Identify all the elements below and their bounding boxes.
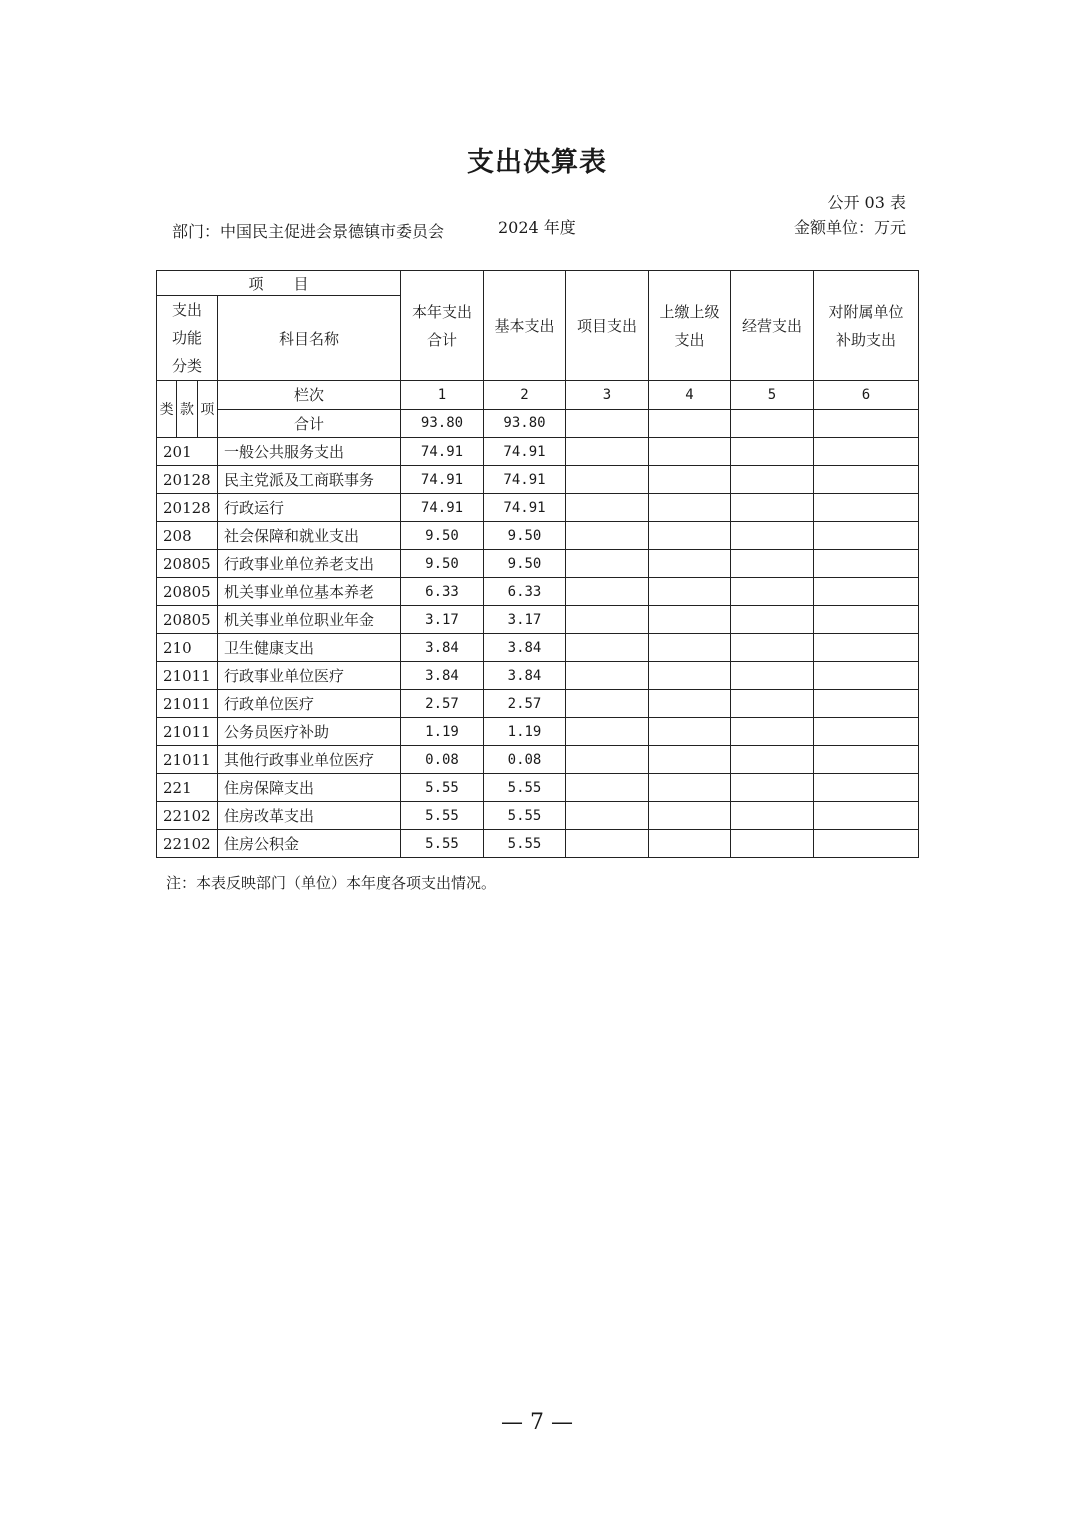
row-value-1: 5.55 (401, 802, 484, 830)
col-header-6: 对附属单位 补助支出 (814, 271, 919, 381)
row-value-2: 5.55 (484, 774, 566, 802)
row-value-1: 9.50 (401, 550, 484, 578)
row-value-4 (649, 606, 731, 634)
row-value-6 (814, 438, 919, 466)
total-row (157, 409, 919, 438)
row-value-1: 9.50 (401, 522, 484, 550)
row-value-6 (814, 718, 919, 746)
total-label: 合计 (218, 409, 401, 438)
row-code: 20128 (157, 466, 218, 494)
sub-col-lei: 类 (157, 381, 177, 437)
row-subject-name: 机关事业单位基本养老 (218, 578, 401, 606)
row-value-4 (649, 830, 731, 858)
row-value-1: 5.55 (401, 830, 484, 858)
row-value-5 (731, 522, 814, 550)
table-row (157, 718, 919, 746)
row-value-1: 3.84 (401, 662, 484, 690)
fiscal-year: 2024 年度 (498, 218, 576, 237)
row-value-1: 74.91 (401, 494, 484, 522)
row-subject-name: 卫生健康支出 (218, 634, 401, 662)
row-code: 21011 (157, 662, 218, 690)
row-value-6 (814, 466, 919, 494)
row-code: 21011 (157, 746, 218, 774)
total-value-3 (566, 409, 649, 438)
row-index-label: 栏次 (218, 381, 401, 410)
row-value-3 (566, 438, 649, 466)
row-value-3 (566, 634, 649, 662)
row-value-6 (814, 690, 919, 718)
row-code: 20805 (157, 578, 218, 606)
row-value-5 (731, 662, 814, 690)
row-subject-name: 公务员医疗补助 (218, 718, 401, 746)
table-row (157, 466, 919, 494)
col-index-6: 6 (814, 381, 919, 410)
row-value-5 (731, 606, 814, 634)
table-row (157, 522, 919, 550)
header-row-project (157, 271, 919, 296)
row-value-1: 6.33 (401, 578, 484, 606)
row-subject-name: 住房保障支出 (218, 774, 401, 802)
row-value-2: 5.55 (484, 802, 566, 830)
row-value-2: 2.57 (484, 690, 566, 718)
row-value-2: 5.55 (484, 830, 566, 858)
row-value-4 (649, 634, 731, 662)
table-row (157, 690, 919, 718)
sub-col-header (157, 381, 218, 438)
row-value-3 (566, 746, 649, 774)
row-code: 208 (157, 522, 218, 550)
sub-col-kuan: 款 (177, 381, 197, 437)
row-value-4 (649, 494, 731, 522)
row-value-5 (731, 830, 814, 858)
col-index-4: 4 (649, 381, 731, 410)
form-number: 公开 03 表 (827, 193, 906, 212)
row-code: 21011 (157, 690, 218, 718)
row-subject-name: 行政单位医疗 (218, 690, 401, 718)
col-index-2: 2 (484, 381, 566, 410)
table-row (157, 494, 919, 522)
row-value-4 (649, 578, 731, 606)
amount-unit: 金额单位：万元 (793, 218, 906, 237)
table-note: 注：本表反映部门（单位）本年度各项支出情况。 (166, 874, 497, 892)
row-value-6 (814, 802, 919, 830)
total-value-1: 93.80 (401, 409, 484, 438)
row-value-5 (731, 718, 814, 746)
table-row (157, 662, 919, 690)
row-value-5 (731, 466, 814, 494)
row-subject-name: 行政运行 (218, 494, 401, 522)
row-value-6 (814, 578, 919, 606)
row-value-2: 74.91 (484, 466, 566, 494)
header-row-index (157, 381, 919, 410)
row-value-6 (814, 774, 919, 802)
row-subject-name: 行政事业单位医疗 (218, 662, 401, 690)
col-header-2: 基本支出 (484, 271, 566, 381)
row-value-2: 6.33 (484, 578, 566, 606)
table-row (157, 774, 919, 802)
row-value-3 (566, 494, 649, 522)
row-value-5 (731, 690, 814, 718)
row-value-2: 3.84 (484, 634, 566, 662)
row-value-4 (649, 522, 731, 550)
func-class-header: 支出 功能 分类 (157, 296, 218, 381)
row-value-4 (649, 774, 731, 802)
row-code: 210 (157, 634, 218, 662)
col-header-1: 本年支出 合计 (401, 271, 484, 381)
col-header-3: 项目支出 (566, 271, 649, 381)
row-subject-name: 社会保障和就业支出 (218, 522, 401, 550)
total-value-4 (649, 409, 731, 438)
row-value-1: 0.08 (401, 746, 484, 774)
total-value-6 (814, 409, 919, 438)
table-row (157, 606, 919, 634)
total-value-5 (731, 409, 814, 438)
row-code: 22102 (157, 830, 218, 858)
table-row (157, 830, 919, 858)
col-index-3: 3 (566, 381, 649, 410)
subject-name-header: 科目名称 (218, 296, 401, 381)
row-value-3 (566, 774, 649, 802)
row-value-2: 3.17 (484, 606, 566, 634)
row-subject-name: 住房改革支出 (218, 802, 401, 830)
row-value-5 (731, 746, 814, 774)
table-row (157, 746, 919, 774)
row-code: 221 (157, 774, 218, 802)
row-subject-name: 行政事业单位养老支出 (218, 550, 401, 578)
table-row (157, 578, 919, 606)
row-value-4 (649, 802, 731, 830)
row-value-3 (566, 550, 649, 578)
row-value-2: 3.84 (484, 662, 566, 690)
page-number: — 7 — (501, 1410, 573, 1435)
row-value-1: 3.17 (401, 606, 484, 634)
row-value-4 (649, 438, 731, 466)
table-row (157, 634, 919, 662)
sub-col-xiang: 项 (200, 402, 215, 418)
row-value-6 (814, 494, 919, 522)
row-value-3 (566, 578, 649, 606)
col-index-1: 1 (401, 381, 484, 410)
table-row (157, 550, 919, 578)
row-value-6 (814, 746, 919, 774)
row-subject-name: 机关事业单位职业年金 (218, 606, 401, 634)
row-value-2: 9.50 (484, 522, 566, 550)
row-value-4 (649, 690, 731, 718)
row-value-6 (814, 634, 919, 662)
row-code: 20128 (157, 494, 218, 522)
row-value-4 (649, 662, 731, 690)
table-row (157, 802, 919, 830)
row-value-2: 74.91 (484, 494, 566, 522)
row-value-3 (566, 522, 649, 550)
col-index-5: 5 (731, 381, 814, 410)
row-value-6 (814, 606, 919, 634)
row-code: 20805 (157, 606, 218, 634)
row-subject-name: 民主党派及工商联事务 (218, 466, 401, 494)
row-value-3 (566, 830, 649, 858)
row-subject-name: 其他行政事业单位医疗 (218, 746, 401, 774)
row-value-6 (814, 522, 919, 550)
row-value-2: 1.19 (484, 718, 566, 746)
row-value-3 (566, 718, 649, 746)
row-value-1: 1.19 (401, 718, 484, 746)
col-header-5: 经营支出 (731, 271, 814, 381)
row-code: 20805 (157, 550, 218, 578)
project-header: 项 目 (157, 271, 401, 296)
row-value-5 (731, 550, 814, 578)
row-value-3 (566, 690, 649, 718)
row-value-1: 5.55 (401, 774, 484, 802)
row-subject-name: 住房公积金 (218, 830, 401, 858)
row-code: 201 (157, 438, 218, 466)
row-value-5 (731, 774, 814, 802)
row-value-4 (649, 718, 731, 746)
row-value-2: 9.50 (484, 550, 566, 578)
row-value-1: 74.91 (401, 438, 484, 466)
row-value-1: 74.91 (401, 466, 484, 494)
row-value-5 (731, 438, 814, 466)
row-value-4 (649, 550, 731, 578)
total-value-2: 93.80 (484, 409, 566, 438)
department-label: 部门：中国民主促进会景德镇市委员会 (172, 222, 445, 241)
row-code: 22102 (157, 802, 218, 830)
row-value-6 (814, 662, 919, 690)
row-value-3 (566, 802, 649, 830)
row-value-4 (649, 466, 731, 494)
row-code: 21011 (157, 718, 218, 746)
row-subject-name: 一般公共服务支出 (218, 438, 401, 466)
row-value-3 (566, 466, 649, 494)
page-title: 支出决算表 (467, 147, 607, 178)
row-value-5 (731, 494, 814, 522)
row-value-1: 2.57 (401, 690, 484, 718)
row-value-3 (566, 606, 649, 634)
row-value-5 (731, 634, 814, 662)
row-value-4 (649, 746, 731, 774)
col-header-4: 上缴上级 支出 (649, 271, 731, 381)
row-value-5 (731, 578, 814, 606)
row-value-3 (566, 662, 649, 690)
row-value-2: 0.08 (484, 746, 566, 774)
row-value-1: 3.84 (401, 634, 484, 662)
row-value-6 (814, 830, 919, 858)
table-row (157, 438, 919, 466)
row-value-5 (731, 802, 814, 830)
row-value-2: 74.91 (484, 438, 566, 466)
row-value-6 (814, 550, 919, 578)
expenditure-table (156, 270, 919, 858)
